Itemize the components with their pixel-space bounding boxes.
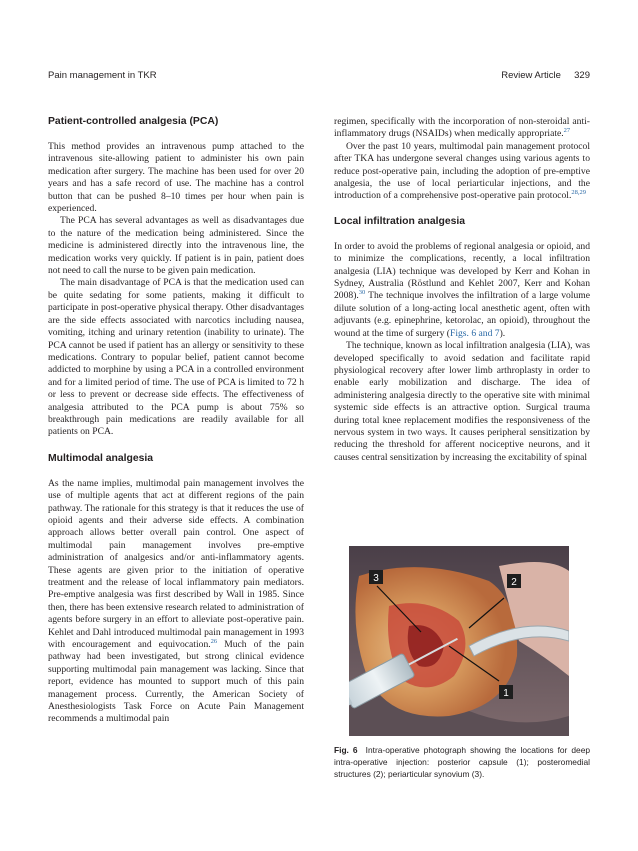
paragraph: The PCA has several advantages as well as disadvantages due to the nature of the medication being administered. Since the medicine is administered directly into the intravenous line, the medication works very quickly. If patient is in pain, patient does not need to call the nurse to be given pain medication. — [48, 215, 304, 277]
section-heading-pca: Patient-controlled analgesia (PCA) — [48, 116, 219, 127]
page-number: 329 — [574, 70, 590, 81]
citation[interactable]: 26 — [210, 637, 218, 645]
left-column — [48, 116, 304, 726]
figure-reference-link[interactable]: Figs. 6 and 7 — [450, 327, 500, 339]
paragraph — [334, 241, 590, 340]
article-type: Review Article — [501, 70, 561, 81]
paragraph — [334, 116, 590, 141]
paragraph: The main disadvantage of PCA is that the medication used can be quite sedating for some patients, making it difficult to participate in post-operative physical therapy. Other disadvantages are the side effects associated with narcotics including nausea, vomiting, itching and urinary retention (inability to urinate). The PCA cannot be used if patient has an allergy or sensitivity to these medications. Contrary to popular belief, patient cannot become addicted to morphine by using a PCA in a controlled environment and for a limited period of time. The use of PCA is limited to 72 h or less to prevent or decrease side effects. The effectiveness of analgesia attributed to the PCA pump is about 75% so breakthrough pain medications are readily available for all patients on PCA. — [48, 277, 304, 438]
paragraph-text: Over the past 10 years, multimodal pain management protocol after TKA has undergone several changes using various agents to reduce post-operative pain, including the adoption of pre-emptive analgesia, the use of local periarticular injections, and the introduction of a comprehensive post-operative pain protocol. — [334, 140, 590, 202]
citation[interactable]: 27 — [563, 127, 571, 135]
paragraph-text: The technique involves the infiltration of a large volume dilute solution of a long-acting local anesthetic agent, often with adjuvants (e.g. epinephrine, ketorolac, an opioid), throughout the wound at the time of surgery ( — [334, 290, 590, 339]
paragraph-text: In order to avoid the problems of regional analgesia or opioid, and to minimize the complications, recently, a local infiltration analgesia (LIA) technique was developed by Kerr and Kohan in Sydney, Australia (Röstlund and Kehlet 2007, Kerr and Kohan 2008). — [334, 240, 590, 302]
paragraph-text: ). — [499, 327, 506, 339]
paragraph-text: regimen, specifically with the incorporation of non-steroidal anti-inflammatory drugs (NSAIDs) when medically appropriate. — [334, 116, 590, 140]
marker-label-3: 3 — [373, 573, 379, 584]
paragraph: The technique, known as local infiltration analgesia (LIA), was developed specifically to avoid sedation and facilitate rapid physiological recovery after lower limb arthroplasty in order to enable early mobilization and discharge. The idea of administering analgesia directly to the operative site with minimal systemic side effects is an attractive option. Surgical trauma during total knee replacement modifies the responsiveness of the nervous system in two ways. It causes peripheral sensitization by reducing the threshold for afferent nociceptive neurons, and it causes central sensitization by increasing the excitability of spinal — [334, 340, 590, 463]
section-heading-multimodal: Multimodal analgesia — [48, 452, 154, 464]
citation[interactable]: 30 — [358, 289, 366, 297]
paragraph-text: As the name implies, multimodal pain management involves the use of multiple agents that act at different regions of the pain pathway. The rationale for this strategy is that it reduces the use of opioid agents and their adverse side effects. A combination approach allows better overall pain control. One aspect of multimodal pain management involves pre-emptive administration of analgesics and/or anti-inflammatory agents. These agents are given prior to the initiation of operative treatment and the release of local inflammatory pain mediators. Pre-emptive analgesia was first described by Wall in 1985. Since then, there has been extensive research related to administration of agents before surgery in an effort to alleviate post-operative pain. Kehlet and Dahl introduced multimodal pain management in 1993 with encouragement and equivocation. — [48, 477, 304, 651]
intraoperative-photo-illustration — [349, 546, 569, 736]
marker-label-2: 2 — [511, 577, 517, 588]
header-right — [501, 70, 590, 81]
paragraph — [48, 478, 304, 726]
paragraph-text: Much of the pain pathway had been investigated, but strong clinical evidence supporting multimodal pain management was lacking. Since that report, evidence has mounted to support much of this pain management process. Currently, the American Society of Anesthesiologists Task Force on Acute Pain Management recommends a multimodal pain — [48, 639, 304, 725]
paragraph — [334, 141, 590, 203]
right-column — [334, 116, 590, 464]
intraoperative-photo — [349, 546, 569, 736]
section-heading-lia: Local infiltration analgesia — [334, 215, 466, 227]
running-header: Pain management in TKR — [48, 70, 157, 81]
caption-text: Intra-operative photograph showing the locations for deep intra-operative injection: posterior capsule (1); posteromedial structures (2); periarticular synovium (3). — [334, 745, 591, 779]
paragraph: This method provides an intravenous pump attached to the intravenous site-allowing patient to administer his own pain medication after surgery. The machine has been used for over 20 years and has a safe record of use. The machine has a control button that can be pushed 8–10 times per hour when pain is experienced. — [48, 141, 304, 215]
figure-caption — [334, 744, 590, 780]
marker-label-1: 1 — [503, 688, 509, 699]
figure-label: Fig. 6 — [334, 745, 358, 755]
citation[interactable]: 28,29 — [571, 189, 587, 197]
